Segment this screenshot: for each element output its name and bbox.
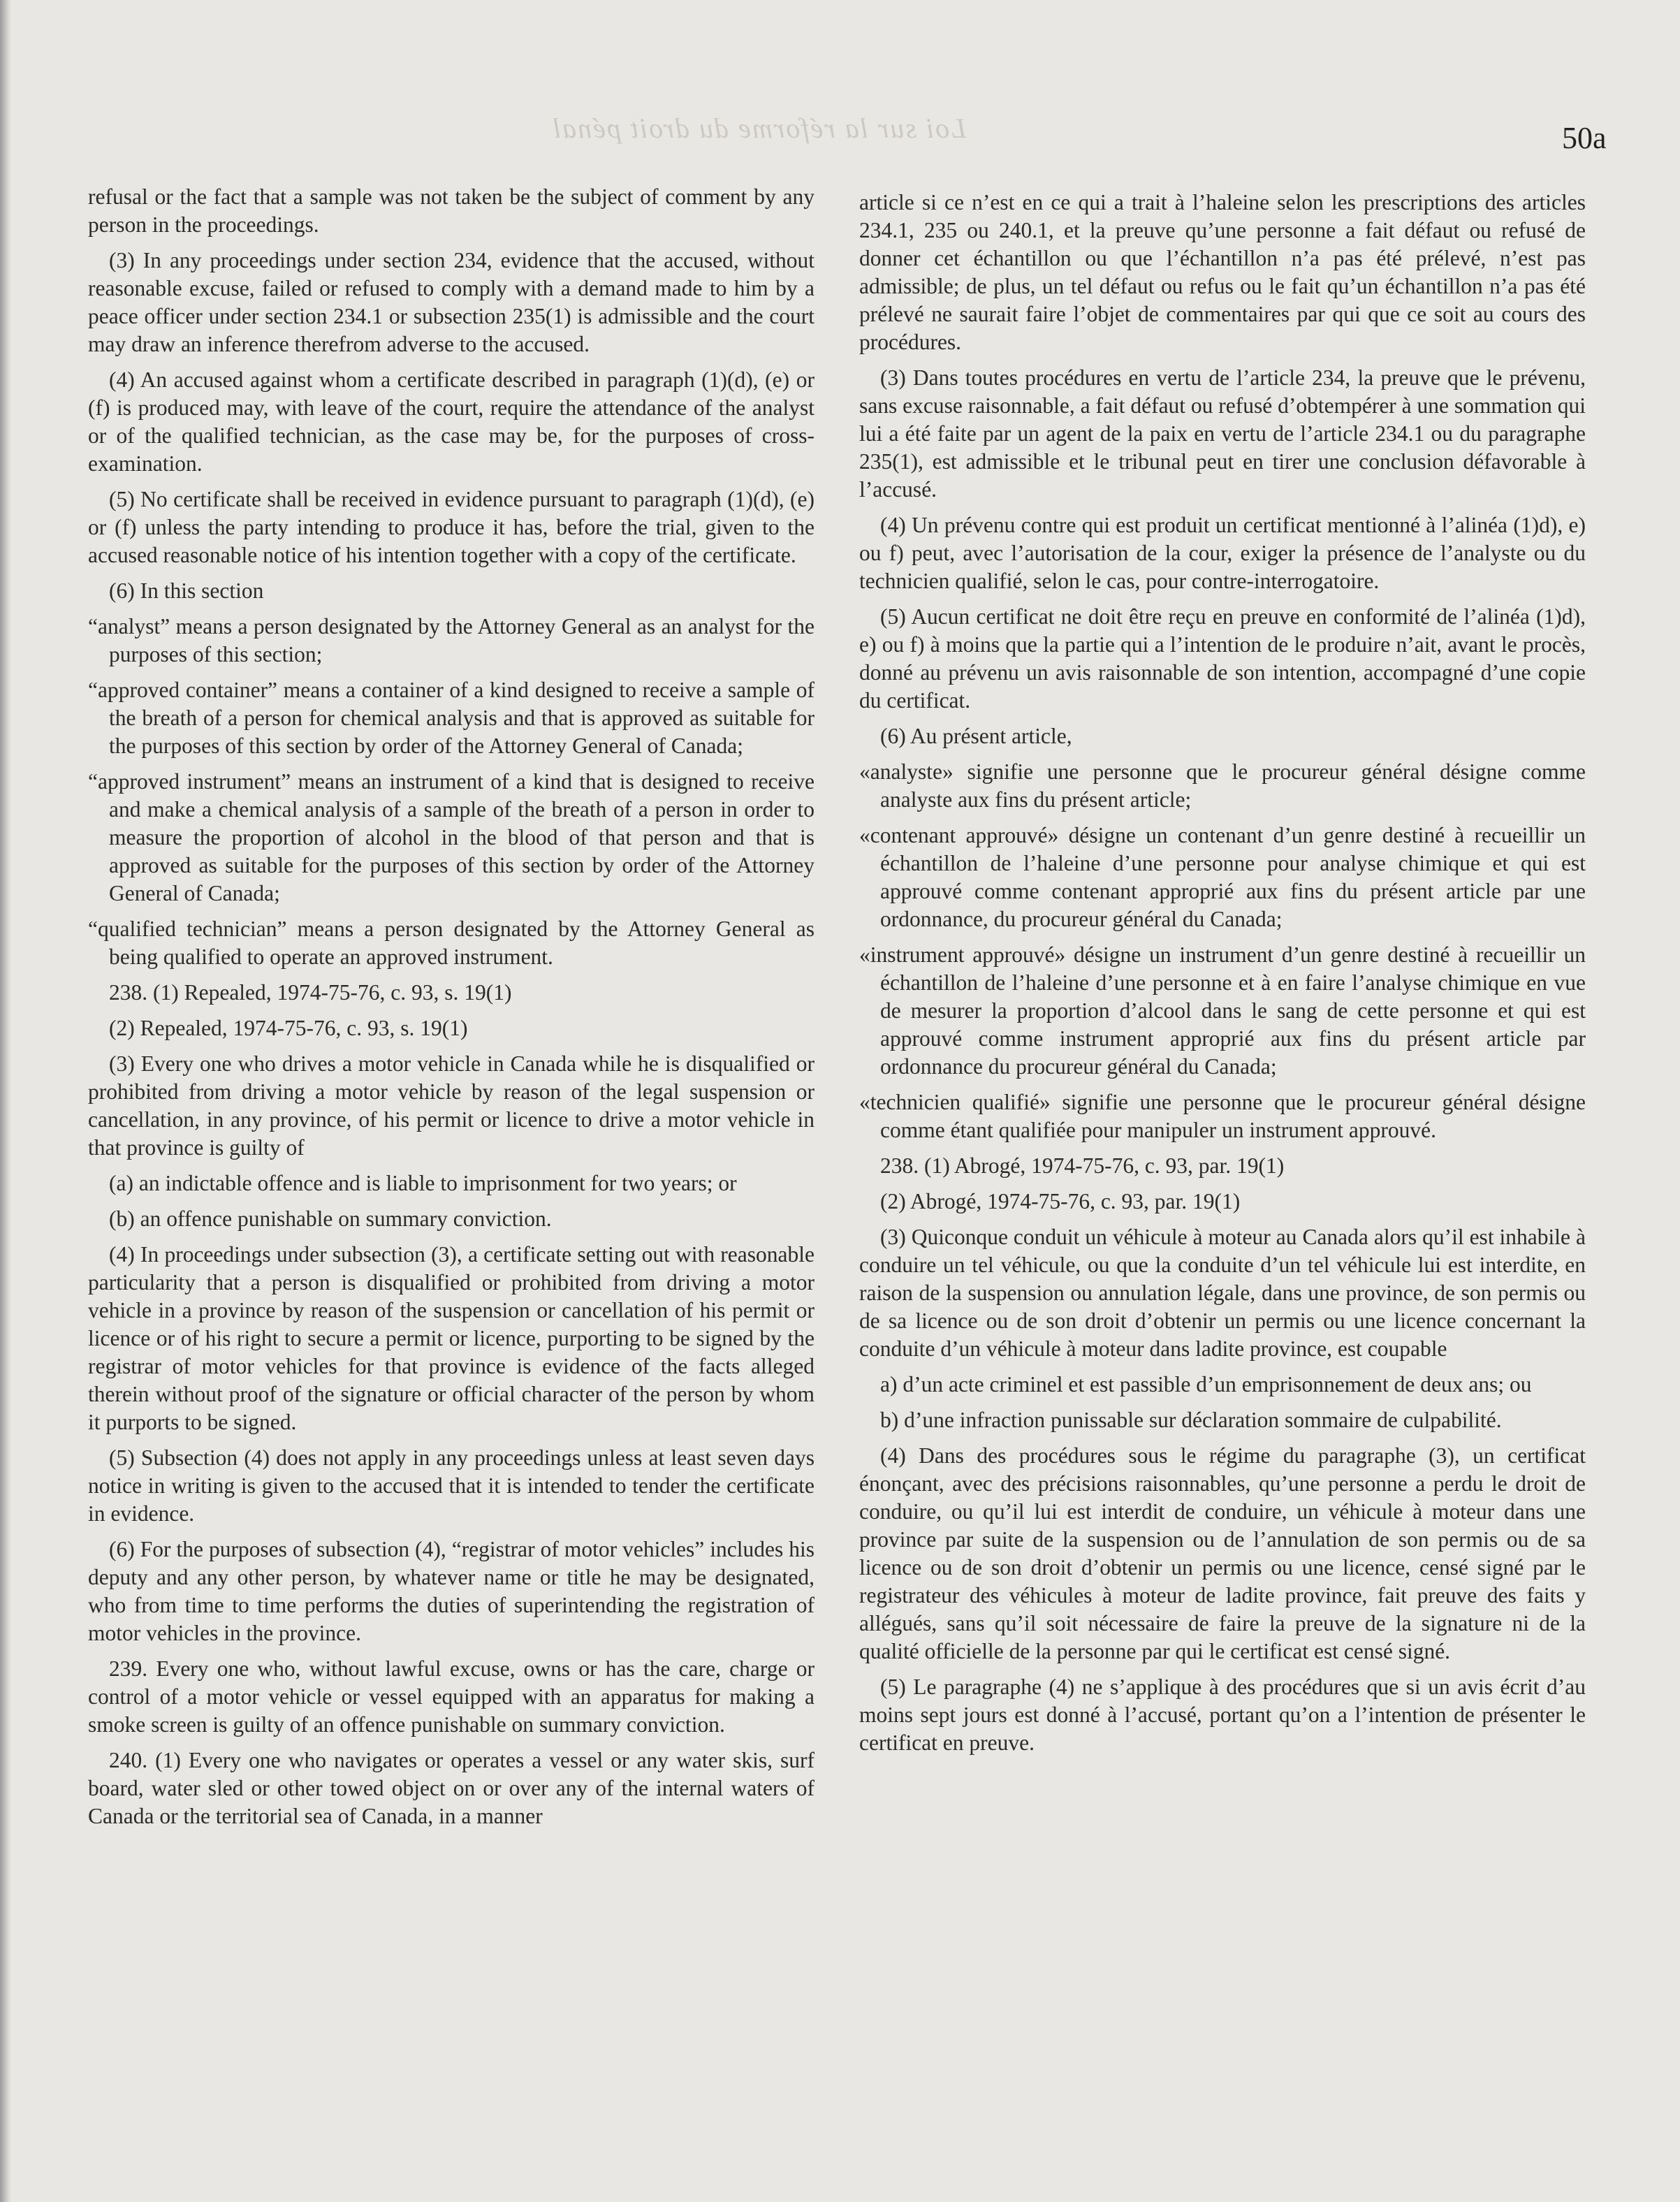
page-binding-edge: [0, 0, 11, 2202]
french-paragraph: (2) Abrogé, 1974-75-76, c. 93, par. 19(1): [880, 1189, 1241, 1213]
english-paragraph: (6) In this section: [109, 578, 264, 603]
french-paragraph: (6) Au présent article,: [880, 724, 1072, 748]
english-paragraph: “approved instrument” means an instrument of a kind that is designed to receive and make a chemical analysis of a sample of the breath of a person in order to measure the proportion of alcohol in the blood of that person and that is approved as suitable for the purposes of this section by order of the Attorney General of Canada;: [88, 769, 815, 905]
french-paragraph: 238. (1) Abrogé, 1974-75-76, c. 93, par. 19(1): [880, 1153, 1285, 1178]
french-paragraph: «analyste» signifie une personne que le procureur général désigne comme analyste aux fins du présent article;: [859, 759, 1586, 812]
english-paragraph: (5) Subsection (4) does not apply in any proceedings unless at least seven days notice in writing is given to the accused that it is intended to tender the certificate in evidence.: [88, 1445, 815, 1526]
french-paragraph: (3) Quiconque conduit un véhicule à moteur au Canada alors qu’il est inhabile à conduire un tel véhicule, ou que la conduite d’un tel véhicule lui est interdite, en raison de la suspension ou annulation légale, dans une province, de son permis ou de sa licence ou de son droit d’obtenir un permis ou une licence concernant la conduite d’un véhicule à moteur dans ladite province, est coupable: [859, 1225, 1586, 1361]
french-paragraph: a) d’un acte criminel et est passible d’un emprisonnement de deux ans; ou: [880, 1372, 1532, 1397]
english-paragraph: “approved container” means a container of a kind designed to receive a sample of the breath of a person for chemical analysis and that is approved as suitable for the purposes of this section by order of the Attorney General of Canada;: [88, 678, 815, 758]
french-paragraph: (5) Aucun certificat ne doit être reçu en preuve en conformité de l’alinéa (1)d), e) ou f) à moins que la partie qui a l’intention de le produire n’ait, avant le procès, donné au prévenu un avis raisonnable de son intention, accompagné d’une copie du certificat.: [859, 604, 1586, 713]
english-paragraph: (5) No certificate shall be received in evidence pursuant to paragraph (1)(d), (e) or (f) unless the party intending to produce it has, before the trial, given to the accused reasonable notice of his intention together with a copy of the certificate.: [88, 487, 815, 567]
english-paragraph: (4) In proceedings under subsection (3), a certificate setting out with reasonable particularity that a person is disqualified or prohibited from driving a motor vehicle in a province by reason of the suspension or cancellation of his permit or licence or of his right to secure a permit or licence, purporting to be signed by the registrar of motor vehicles for that province is evidence of the facts alleged therein without proof of the signature or official character of the person by whom it purports to be signed.: [88, 1242, 815, 1434]
french-column: [859, 189, 1586, 1765]
page-number: 50a: [1562, 121, 1607, 155]
english-paragraph: (b) an offence punishable on summary conviction.: [109, 1206, 552, 1231]
english-paragraph: (4) An accused against whom a certificate described in paragraph (1)(d), (e) or (f) is produced may, with leave of the court, require the attendance of the analyst or of the qualified technician, as the case may be, for the purposes of cross-examination.: [88, 367, 815, 476]
english-paragraph: (2) Repealed, 1974-75-76, c. 93, s. 19(1): [109, 1016, 468, 1040]
french-paragraph: (4) Un prévenu contre qui est produit un certificat mentionné à l’alinéa (1)d), e) ou f) peut, avec l’autorisation de la cour, exiger la présence de l’analyste ou du technicien qualifié, selon le cas, pour contre-interrogatoire.: [859, 513, 1586, 593]
english-paragraph: (3) In any proceedings under section 234, evidence that the accused, without reasonable excuse, failed or refused to comply with a demand made to him by a peace officer under section 234.1 or subsection 235(1) is admissible and the court may draw an inference therefrom adverse to the accused.: [88, 248, 815, 356]
english-column: [88, 183, 815, 1838]
english-paragraph: “qualified technician” means a person designated by the Attorney General as being qualified to operate an approved instrument.: [88, 917, 815, 969]
french-paragraph: «instrument approuvé» désigne un instrument d’un genre destiné à recueillir un échantillon de l’haleine d’une personne et à en faire l’analyse chimique en vue de mesurer la proportion d’alcool dans le sang de cette personne et qui est approuvé comme instrument approprié aux fins du présent article par ordonnance du procureur général du Canada;: [859, 942, 1586, 1079]
english-paragraph: “analyst” means a person designated by the Attorney General as an analyst for the purposes of this section;: [88, 614, 815, 666]
english-paragraph: 239. Every one who, without lawful excuse, owns or has the care, charge or control of a motor vehicle or vessel equipped with an apparatus for making a smoke screen is guilty of an offence punishable on summary conviction.: [88, 1656, 815, 1737]
english-paragraph: refusal or the fact that a sample was not taken be the subject of comment by any person in the proceedings.: [88, 184, 815, 237]
french-paragraph: (5) Le paragraphe (4) ne s’applique à des procédures que si un avis écrit d’au moins sept jours est donné à l’accusé, portant qu’on a l’intention de présenter le certificat en preuve.: [859, 1675, 1586, 1755]
english-paragraph: 240. (1) Every one who navigates or operates a vessel or any water skis, surf board, water sled or other towed object on or over any of the internal waters of Canada or the territorial sea of Canada, in a manner: [88, 1748, 815, 1828]
french-paragraph: «contenant approuvé» désigne un contenant d’un genre destiné à recueillir un échantillon de l’haleine d’une personne pour analyse chimique et qui est approuvé comme contenant approprié aux fins du présent article par une ordonnance, du procureur général du Canada;: [859, 823, 1586, 931]
english-paragraph: (6) For the purposes of subsection (4), “registrar of motor vehicles” includes his deputy and any other person, by whatever name or title he may be designated, who from time to time performs the duties of superintending the registration of motor vehicles in the province.: [88, 1537, 815, 1645]
french-paragraph: «technicien qualifié» signifie une personne que le procureur général désigne comme étant qualifiée pour manipuler un instrument approuvé.: [859, 1090, 1586, 1142]
bleed-through-header: Loi sur la réforme du droit pénal: [552, 112, 967, 144]
english-paragraph: (a) an indictable offence and is liable to imprisonment for two years; or: [109, 1171, 737, 1195]
french-paragraph: (3) Dans toutes procédures en vertu de l’article 234, la preuve que le prévenu, sans excuse raisonnable, a fait défaut ou refusé d’obtempérer à une sommation qui lui a été faite par un agent de la paix en vertu de l’article 234.1 ou du paragraphe 235(1), est admissible et le tribunal peut en tirer une conclusion défavorable à l’accusé.: [859, 365, 1586, 502]
french-paragraph: article si ce n’est en ce qui a trait à l’haleine selon les prescriptions des articles 234.1, 235 ou 240.1, et la preuve qu’une personne a fait défaut ou refusé de donner cet échantillon ou que l’échantillon n’a pas été prélevé, n’est pas admissible; de plus, un tel défaut ou refus ou le fait qu’un échantillon n’a pas été prélevé ne saurait faire l’objet de commentaires par qui que ce soit au cours des procédures.: [859, 190, 1586, 354]
english-paragraph: (3) Every one who drives a motor vehicle in Canada while he is disqualified or prohibited from driving a motor vehicle by reason of the legal suspension or cancellation, in any province, of his permit or licence to drive a motor vehicle in that province is guilty of: [88, 1051, 815, 1160]
french-paragraph: (4) Dans des procédures sous le régime du paragraphe (3), un certificat énonçant, avec des précisions raisonnables, qu’une personne a perdu le droit de conduire, ou qu’il lui est interdit de conduire, un véhicule à moteur dans une province par suite de la suspension ou de l’annulation de son permis ou de sa licence ou de son droit d’obtenir un permis ou une licence, censé signé par le registrateur des véhicules à moteur de ladite province, fait preuve des faits y allégués, sans qu’il soit nécessaire de faire la preuve de la signature ni de la qualité officielle de la personne par qui le certificat est censé signé.: [859, 1443, 1586, 1663]
french-paragraph: b) d’une infraction punissable sur déclaration sommaire de culpabilité.: [880, 1408, 1502, 1432]
english-paragraph: 238. (1) Repealed, 1974-75-76, c. 93, s. 19(1): [109, 980, 512, 1005]
